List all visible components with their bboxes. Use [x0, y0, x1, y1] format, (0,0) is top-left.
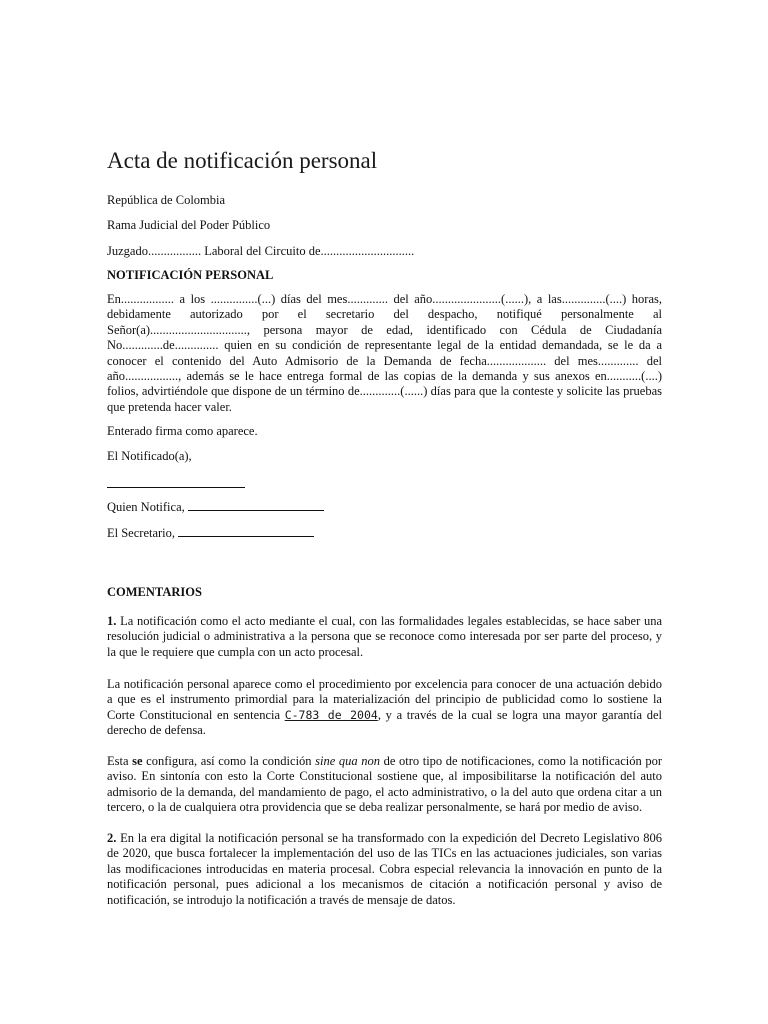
quien-notifica-label: Quien Notifica,: [107, 500, 185, 514]
secretario-row: [107, 525, 314, 541]
comment-1c-bold: se: [132, 754, 143, 768]
comment-1b: [107, 677, 662, 739]
quien-notifica-signature-line: [188, 499, 324, 511]
comment-2: [107, 831, 662, 908]
comment-1c-italic: sine qua non: [315, 754, 380, 768]
quien-notifica-row: [107, 499, 324, 515]
comment-1b-text-pre: La notificación personal aparece como el procedimiento por excelencia para conocer de una actuación debido a que es el instrumento primordial para la materialización del principio de publicidad como lo sostiene la Corte Constitucional en sentencia: [107, 677, 662, 722]
secretario-signature-line: [178, 525, 314, 537]
comment-2-number: 2.: [107, 831, 117, 845]
section-heading-comentarios: COMENTARIOS: [107, 585, 202, 599]
comment-1b-text-post: , y a través de la cual se logra una mayor garantía del derecho de defensa.: [107, 707, 662, 738]
header-line-republica: República de Colombia: [107, 193, 226, 207]
comment-1c-text-a: Esta: [107, 754, 133, 768]
comment-1c-text-c: de otro tipo de notificaciones, como la notificación por aviso. En sintonía con esto la Corte Constitucional sostiene que, al imposibilitarse la notificación del auto admisorio de la demanda, del mandamiento de pago, el acto administrativo, o la del auto que ordena citar a un tercero, o la de cualquiera otra providencia que se deba realizar personalmente, se hará por medio de aviso.: [107, 754, 662, 815]
comment-1c-text-b: configura, así como la condición: [142, 754, 316, 768]
header-line-rama-judicial: Rama Judicial del Poder Público: [107, 218, 271, 232]
notificado-signature-line: [107, 487, 245, 488]
comment-1c: [107, 754, 662, 816]
enterado-text: Enterado firma como aparece.: [107, 424, 258, 438]
sentencia-c783-link[interactable]: C-783 de 2004: [284, 707, 378, 722]
comment-2-text: En la era digital la notificación personal se ha transformado con la expedición del Decreto Legislativo 806 de 2020, que busca fortalecer la implementación del uso de las TICs en las actuaciones judiciales, son varias las modificaciones introducidas en materia procesal. Cobra especial relevancia la innovación en punto de la notificación personal, pues adicional a los mecanismos de citación a notificación personal y aviso de notificación, se introdujo la notificación a través de mensaje de datos.: [107, 831, 662, 907]
comment-1: [107, 614, 662, 660]
notificacion-body: En................. a los ...............(...) días del mes............. del año......................(......), a las..............(....) horas, debidamente autorizado por el secretario del despacho, notifiqué personalmente al Señor(a)..............................., persona mayor de edad, identificado con Cédula de Ciudadanía No.............de.............. quien en su condición de representante legal de la entidad demandada, se le da a conocer el contenido del Auto Admisorio de la Demanda de fecha................... del mes............. del año................., además se le hace entrega formal de las copias de la demanda y sus anexos en...........(....) folios, advirtiéndole que dispone de un término de.............(......) días para que la conteste y solicite las pruebas que pretenda hacer valer.: [107, 292, 662, 414]
comment-1-text: La notificación como el acto mediante el cual, con las formalidades legales establecidas, se hace saber una resolución judicial o administrativa a la persona que se reconoce como interesada por ser parte del proceso, y la que le requiere que cumpla con un acto procesal.: [107, 614, 662, 659]
header-line-juzgado: Juzgado................. Laboral del Circuito de..............................: [107, 244, 415, 258]
section-heading-notificacion: NOTIFICACIÓN PERSONAL: [107, 268, 274, 282]
secretario-label: El Secretario,: [107, 526, 176, 540]
notificado-label: El Notificado(a),: [107, 449, 192, 463]
document-title: Acta de notificación personal: [107, 148, 378, 173]
comment-1-number: 1.: [107, 614, 117, 628]
